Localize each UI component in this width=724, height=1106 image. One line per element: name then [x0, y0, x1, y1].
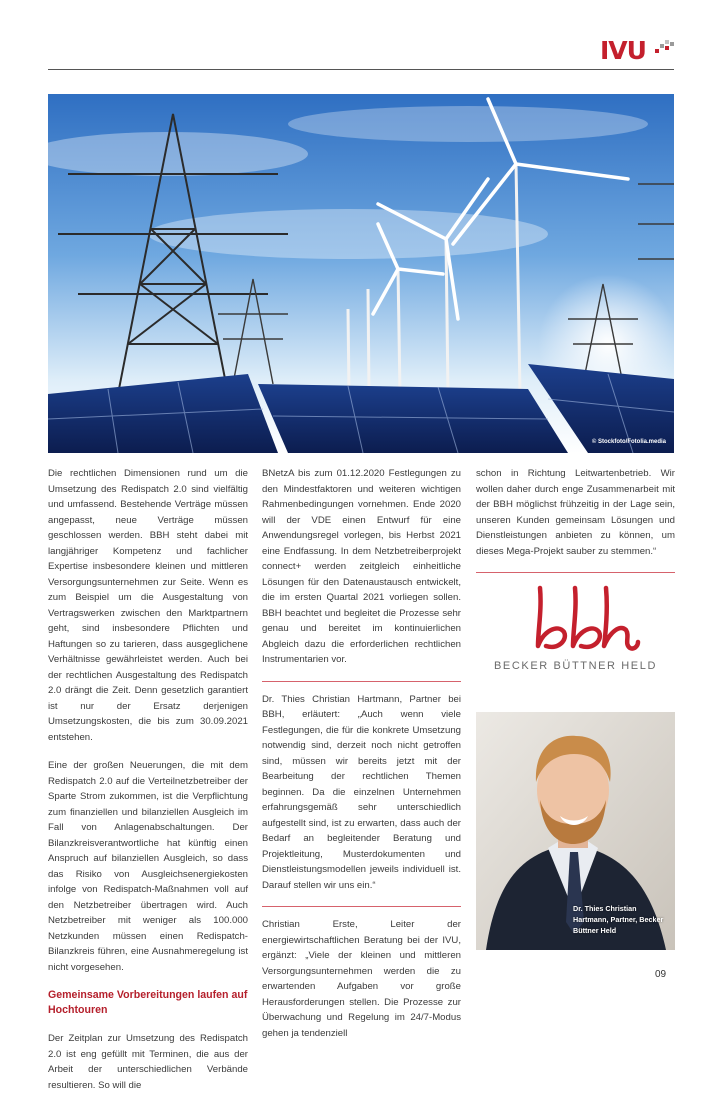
col3-paragraph-1: schon in Richtung Leitwartenbetrieb. Wir wollen daher durch enge Zusammenarbeit mit der BBH möglichst frühzeitig in der Lage sein, unseren Kunden gemeinsam Lösungen und Dienstleistungen anbieten zu können, um dieses Mega-Projekt sauber zu stemmen.“	[476, 468, 675, 557]
divider	[262, 906, 461, 907]
column-1	[48, 466, 248, 1106]
col1-paragraph-3: Der Zeitplan zur Umsetzung des Redispatch 2.0 ist eng gefüllt mit Terminen, die aus der Arbeit der unterschiedlichen Verbände resultieren. So will die	[48, 1033, 248, 1091]
logo-pixel-icon	[655, 40, 677, 58]
col2-quote-erste: Christian Erste, Leiter der energiewirtschaftlichen Beratung bei der IVU, ergänzt: „Viele der kleinen und mittleren Versorgungsunternehmen werden die zu erwartenden Aufgaben vor große Herausforderungen stellen. Die Prozesse zur Überwachung und Regelung im 24/7-Modus gehen ja tendenziell	[262, 919, 461, 1039]
col2-quote-hartmann: Dr. Thies Christian Hartmann, Partner bei BBH, erläutert: „Auch wenn viele Festlegungen, die für die konkrete Umsetzung notwendig sind, derzeit noch nicht getroffen sind, müssen wir bereits jetzt mit der Bearbeitung der rechtlichen Themen beginnen. Da die einzelnen Unternehmen erfahrungsgemäß sehr unterschiedlich aufgestellt sind, ist zu erwarten, dass auch der Bedarf an begleitender Beratung und Projektleitung, Musterdokumenten und Dienstleistungsmodellen jeweils individuell ist. Darauf stellen wir uns ein.“	[262, 693, 461, 891]
page-number: 09	[655, 969, 667, 980]
hero-photo	[48, 94, 674, 453]
col1-paragraph-2: Eine der großen Neuerungen, die mit dem Redispatch 2.0 auf die Verteilnetzbetreiber der Sparte Strom zukommen, ist die Verpflichtung zum finanziellen und bilanziellen Ausgleich im Fall von Anlagenabschaltungen. Der Bilanzkreisverantwortliche hat künftig einen Anspruch auf bilanziellen Ausgleich, so dass das Risiko von Ausgleichsenergiekosten infolge von Redispatch-Maßnahmen voll auf den Netzbetreiber übertragen wird. Auch Netzbetreiber mit weniger als 100.000 Netzkunden müssen einen Redispatch-Bilanzkreis führen, eine Ausnahmeregelung ist nicht vorgesehen.	[48, 760, 248, 973]
column-2	[262, 466, 461, 1054]
header-rule	[48, 69, 674, 70]
portrait-photo	[476, 712, 675, 950]
bbh-firm-name: BECKER BÜTTNER HELD	[493, 660, 658, 672]
col2-paragraph-1: BNetzA bis zum 01.12.2020 Festlegungen zu den Mindestfaktoren und weiteren wichtigen Rahmenbedingungen vornehmen. Ende 2020 will der VDE einen Entwurf für eine Anwendungsregel vorlegen, bis Herbst 2021 eine Endfassung. In dem Netzbetreiberprojekt connect+ werden zeitgleich einheitliche Lösungen für den Datenaustausch entwickelt, die im ersten Quartal 2021 vorliegen sollen. BBH beachtet und begleitet die Prozesse sehr genau und bereitet im kontinuierlichen Abgleich dazu die erforderlichen rechtlichen Instrumentarien vor.	[262, 468, 461, 665]
col1-paragraph-1: Die rechtlichen Dimensionen rund um die Umsetzung des Redispatch 2.0 sind vielfältig und umfassend. Bestehende Verträge müssen angepasst, neue Verträge müssen geschlossen werden. BBH steht dabei mit langjähriger Kompetenz und fachlicher Expertise insbesondere kleinen und mittleren Versorgungsunternehmen zur Seite. Wenn es zum Beispiel um die Ausgestaltung von Vertragswerken zwischen den Marktpartnern geht, sind insbesondere Pflichten und Haftungen so zu tarieren, dass ausgeglichene Verhältnisse gewährleistet werden. Auch bei der rechtlichen Ausgestaltung des Redispatch 2.0 drängt die Zeit. Denn gesetzlich garantiert ist nur der Ersatz derjenigen Umsetzungskosten, die bis zum 30.09.2021 entstehen.	[48, 468, 248, 743]
energy-landscape-image	[48, 94, 674, 453]
divider	[262, 681, 461, 682]
section-heading: Gemeinsame Vorbereitungen laufen auf Hochtouren	[48, 989, 248, 1016]
column-3	[476, 466, 675, 573]
photo-credit: © Stockfoto/Fotolia.media	[591, 439, 666, 445]
portrait-caption: Dr. Thies Christian Hartmann, Partner, Becker Büttner Held	[573, 904, 664, 935]
ivu-logo-text: IVU	[600, 36, 646, 65]
divider	[476, 572, 675, 573]
bbh-logo-mark	[480, 580, 674, 658]
ivu-logo	[600, 36, 680, 66]
